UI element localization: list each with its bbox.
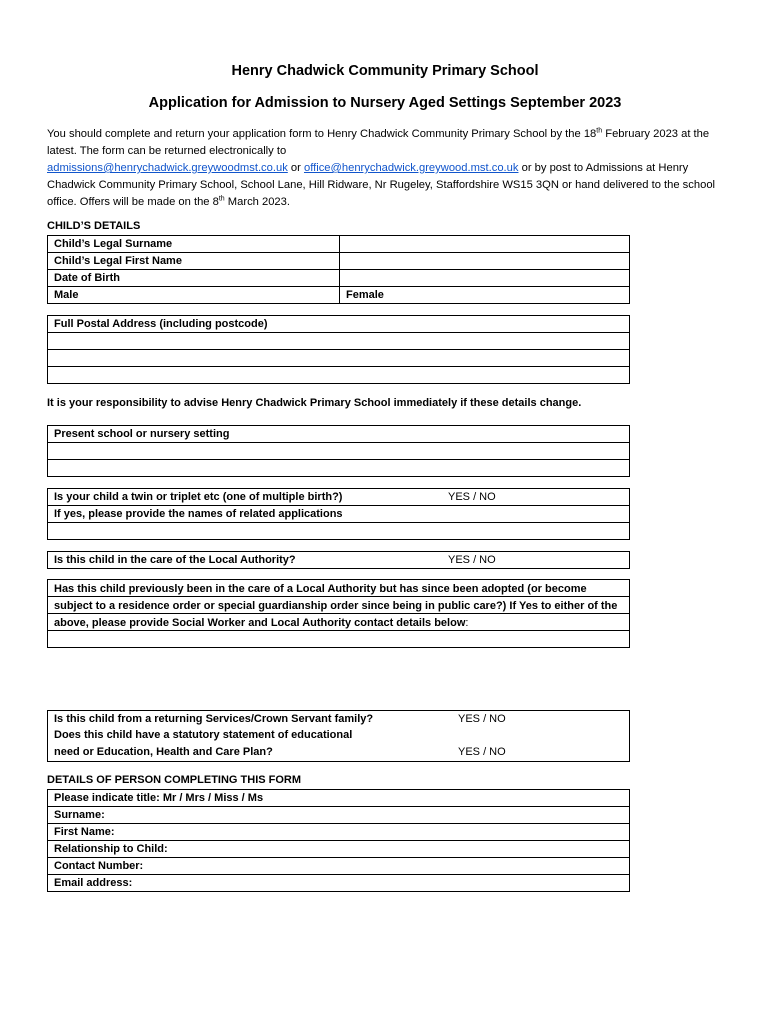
table-row	[48, 552, 629, 568]
female-label: Female	[346, 289, 384, 301]
responsibility-notice: It is your responsibility to advise Henry Chadwick Primary School immediately if these details change.	[47, 397, 582, 409]
table-row	[48, 823, 629, 840]
address-line-3[interactable]	[48, 366, 629, 383]
address-table	[47, 315, 630, 384]
present-school-table	[47, 425, 630, 477]
intro-text: You should complete and return your application form to Henry Chadwick Community Primary School by the 18	[47, 128, 597, 140]
contact-number-label: Contact Number:	[54, 860, 144, 872]
table-row	[48, 857, 629, 874]
related-applications-label: If yes, please provide the names of related applications	[54, 508, 343, 520]
surname-label: Child’s Legal Surname	[54, 238, 173, 250]
person-first-name-label: First Name:	[54, 826, 115, 838]
table-row	[48, 806, 629, 823]
person-surname-label: Surname:	[54, 809, 105, 821]
present-school-line-2[interactable]	[48, 459, 629, 476]
table-row	[48, 505, 629, 522]
form-title: Application for Admission to Nursery Aged Settings September 2023	[148, 95, 622, 111]
intro-paragraph	[47, 126, 727, 211]
intro-text: March 2023.	[224, 196, 290, 208]
contact-details-line-1[interactable]	[48, 596, 629, 613]
services-question: Is this child from a returning Services/Crown Servant family?	[54, 713, 374, 725]
childs-details-table	[47, 235, 630, 304]
intro-text: February 2023 at the latest. The form can be returned electronically to	[47, 128, 710, 157]
address-label: Full Postal Address (including postcode)	[54, 318, 268, 330]
multiple-birth-yes-no[interactable]: YES / NO	[448, 491, 496, 503]
ehcp-question-line-2: need or Education, Health and Care Plan?	[54, 746, 273, 758]
table-row	[48, 790, 629, 806]
relationship-label: Relationship to Child:	[54, 843, 168, 855]
previously-in-care-question: Has this child previously been in the care of a Local Authority but has since been adopted (or become subject to a residence order or special guardianship order since being in public care?) If Yes to either of the above, please provide Social Worker and Local Authority contact details below	[54, 583, 618, 629]
present-school-line-1[interactable]	[48, 442, 629, 459]
table-row	[48, 580, 629, 629]
contact-details-line-3[interactable]	[48, 630, 629, 647]
male-label: Male	[54, 289, 79, 301]
person-details-table	[47, 789, 630, 892]
childs-details-heading: CHILD’S DETAILS	[47, 220, 141, 232]
colon: :	[465, 617, 469, 629]
table-row	[48, 286, 629, 303]
title-label[interactable]: Please indicate title: Mr / Mrs / Miss / Ms	[54, 792, 264, 804]
table-row	[48, 426, 629, 442]
local-authority-yes-no[interactable]: YES / NO	[448, 554, 496, 566]
intro-text: or by post to Admissions at Henry Chadwick Community Primary School, School Lane, Hill Ridware, Nr Rugeley, Staffordshire WS15 3QN or hand delivered to the school office. Offers will be made on the 8	[47, 162, 716, 208]
dob-label: Date of Birth	[54, 272, 120, 284]
table-row	[48, 316, 629, 332]
table-row	[48, 840, 629, 857]
ehcp-question-line-1: Does this child have a statutory statement of educational	[54, 729, 353, 741]
school-name: Henry Chadwick Community Primary School	[231, 63, 539, 79]
previously-in-care-table	[47, 579, 630, 648]
services-yes-no[interactable]: YES / NO	[458, 713, 506, 725]
related-applications-line[interactable]	[48, 522, 629, 539]
contact-details-line-2[interactable]	[48, 613, 629, 630]
table-row	[48, 236, 629, 252]
local-authority-table	[47, 551, 630, 569]
intro-text: or	[287, 162, 304, 174]
multiple-birth-question: Is your child a twin or triplet etc (one of multiple birth?)	[54, 491, 343, 503]
ordinal-suffix: th	[596, 127, 603, 135]
local-authority-question: Is this child in the care of the Local Authority?	[54, 554, 296, 566]
services-table	[47, 710, 630, 762]
admissions-email-link[interactable]: admissions@henrychadwick.greywoodmst.co.uk	[47, 162, 288, 174]
first-name-label: Child’s Legal First Name	[54, 255, 182, 267]
table-row	[48, 269, 629, 286]
ordinal-suffix: th	[218, 195, 225, 203]
table-row	[48, 711, 629, 727]
present-school-label: Present school or nursery setting	[54, 428, 230, 440]
office-email-link[interactable]: office@henrychadwick.greywood.mst.co.uk	[303, 162, 519, 174]
table-row	[48, 874, 629, 891]
table-row	[48, 489, 629, 505]
table-row	[48, 727, 629, 761]
address-line-2[interactable]	[48, 349, 629, 366]
multiple-birth-table	[47, 488, 630, 540]
address-line-1[interactable]	[48, 332, 629, 349]
email-address-label: Email address:	[54, 877, 133, 889]
person-details-heading: DETAILS OF PERSON COMPLETING THIS FORM	[47, 774, 302, 786]
table-row	[48, 252, 629, 269]
ehcp-yes-no[interactable]: YES / NO	[458, 746, 506, 758]
